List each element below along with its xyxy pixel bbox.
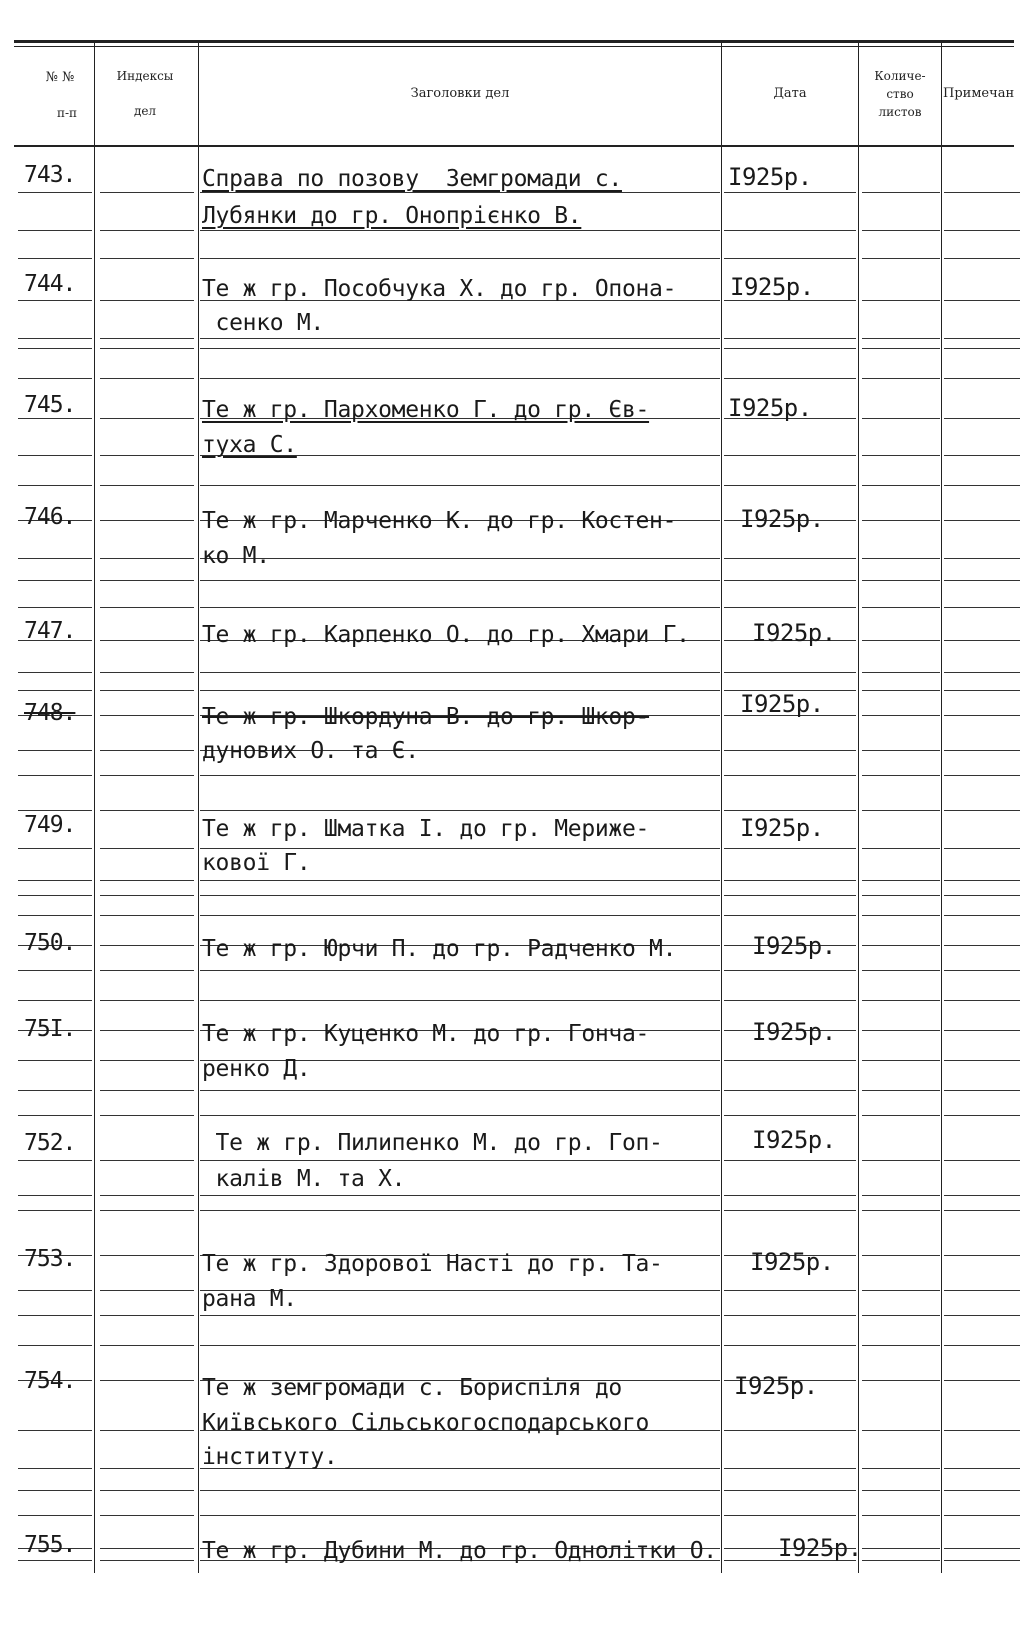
ledger-line (100, 640, 194, 641)
ledger-line (100, 558, 194, 559)
ledger-line (18, 607, 92, 608)
ledger-line (100, 690, 194, 691)
ledger-line (100, 1560, 194, 1561)
row-755-date: I925р. (778, 1534, 862, 1562)
ledger-line (100, 1255, 194, 1256)
row-749-number: 749. (24, 812, 76, 838)
ledger-line (944, 520, 1020, 521)
row-744-date: I925р. (730, 273, 814, 301)
ledger-line (862, 715, 940, 716)
ledger-line (100, 1345, 194, 1346)
header-bottom-rule (14, 145, 1014, 147)
ledger-line (862, 338, 940, 339)
ledger-line (200, 1000, 720, 1001)
row-743-title-line2: Лубянки до гр. Онопрієнко В. (202, 203, 582, 229)
ledger-line (944, 1090, 1020, 1091)
ledger-line (200, 378, 720, 379)
top-rule-thin (14, 46, 1014, 47)
ledger-line (18, 418, 92, 419)
ledger-line (724, 607, 856, 608)
ledger-line (862, 1160, 940, 1161)
header-index-line1: Индексы (116, 69, 174, 83)
ledger-line (18, 1060, 92, 1061)
header-notes: Примечан (943, 86, 1015, 101)
ledger-line (100, 715, 194, 716)
ledger-line (18, 915, 92, 916)
row-751-title-line2: ренко Д. (202, 1056, 311, 1082)
ledger-line (862, 1430, 940, 1431)
ledger-line (862, 1345, 940, 1346)
row-745-date: I925р. (728, 394, 812, 422)
row-747-number: 747. (24, 618, 76, 644)
ledger-line (200, 1115, 720, 1116)
row-743-date: I925р. (728, 163, 812, 191)
ledger-line (18, 1468, 92, 1469)
header-title: Заголовки дел (410, 86, 510, 101)
ledger-line (944, 1255, 1020, 1256)
row-748-number: 748. (24, 700, 76, 726)
ledger-line (944, 1060, 1020, 1061)
col-divider-date (721, 43, 722, 1573)
ledger-line (18, 580, 92, 581)
ledger-line (862, 750, 940, 751)
ledger-line (100, 1430, 194, 1431)
ledger-line (18, 348, 92, 349)
ledger-line (100, 1468, 194, 1469)
ledger-line (18, 338, 92, 339)
ledger-line (724, 775, 856, 776)
ledger-line (862, 1490, 940, 1491)
ledger-line (724, 750, 856, 751)
row-754-number: 754. (24, 1368, 76, 1394)
ledger-line (100, 192, 194, 193)
ledger-line (724, 1195, 856, 1196)
row-746-title-line1: Те ж гр. Марченко К. до гр. Костен- (202, 508, 677, 534)
row-755-title-line1: Те ж гр. Дубини М. до гр. Однолітки О. (202, 1538, 717, 1564)
row-749-date: I925р. (740, 814, 824, 842)
row-744-title-line2: сенко М. (202, 310, 324, 336)
row-752-title-line1: Те ж гр. Пилипенко М. до гр. Гоп- (202, 1130, 663, 1156)
ledger-line (18, 1210, 92, 1211)
ledger-line (724, 1210, 856, 1211)
ledger-line (944, 1210, 1020, 1211)
ledger-line (944, 1515, 1020, 1516)
col-divider-notes (941, 43, 942, 1573)
ledger-line (862, 848, 940, 849)
ledger-line (100, 580, 194, 581)
ledger-line (862, 690, 940, 691)
ledger-line (944, 230, 1020, 231)
ledger-line (100, 1315, 194, 1316)
header-date: Дата (773, 86, 807, 101)
ledger-line (100, 1060, 194, 1061)
ledger-line (18, 970, 92, 971)
row-753-date: I925р. (750, 1248, 834, 1276)
header-count-line2: ство (886, 87, 914, 101)
ledger-line (100, 1210, 194, 1211)
row-751-date: I925р. (752, 1018, 836, 1046)
ledger-line (862, 1195, 940, 1196)
ledger-line (18, 258, 92, 259)
ledger-line (100, 1548, 194, 1549)
ledger-line (200, 775, 720, 776)
ledger-line (200, 1160, 720, 1161)
ledger-line (862, 1000, 940, 1001)
ledger-line (100, 455, 194, 456)
ledger-line (18, 1090, 92, 1091)
ledger-line (944, 258, 1020, 259)
ledger-line (944, 895, 1020, 896)
ledger-line (18, 1195, 92, 1196)
ledger-line (724, 1315, 856, 1316)
row-752-title-line2: калів М. та Х. (202, 1166, 406, 1192)
ledger-line (862, 895, 940, 896)
ledger-line (100, 1515, 194, 1516)
ledger-line (100, 775, 194, 776)
row-747-date: I925р. (752, 619, 836, 647)
ledger-line (944, 1195, 1020, 1196)
ledger-line (18, 848, 92, 849)
row-749-title-line2: кової Г. (202, 850, 311, 876)
ledger-line (944, 690, 1020, 691)
row-748-title-line1: Те ж гр. Шкордуна В. до гр. Шкор- (202, 704, 650, 730)
ledger-line (18, 192, 92, 193)
ledger-line (100, 1160, 194, 1161)
ledger-line (724, 1160, 856, 1161)
ledger-line (724, 558, 856, 559)
row-743-number: 743. (24, 162, 76, 188)
ledger-line (100, 300, 194, 301)
ledger-line (862, 378, 940, 379)
ledger-line (18, 1290, 92, 1291)
row-750-number: 750. (24, 930, 76, 956)
ledger-line (944, 970, 1020, 971)
ledger-line (724, 258, 856, 259)
ledger-line (944, 192, 1020, 193)
ledger-line (944, 1345, 1020, 1346)
ledger-line (724, 848, 856, 849)
ledger-line (18, 895, 92, 896)
ledger-line (944, 945, 1020, 946)
ledger-line (100, 230, 194, 231)
ledger-line (200, 1210, 720, 1211)
ledger-line (862, 1090, 940, 1091)
ledger-line (100, 1090, 194, 1091)
ledger-line (724, 915, 856, 916)
ledger-line (100, 1030, 194, 1031)
ledger-line (100, 378, 194, 379)
ledger-line (724, 1000, 856, 1001)
ledger-line (862, 1515, 940, 1516)
col-divider-title (198, 43, 199, 1573)
ledger-line (200, 1490, 720, 1491)
row-753-title-line1: Те ж гр. Здорової Насті до гр. Та- (202, 1251, 663, 1277)
ledger-line (724, 970, 856, 971)
ledger-line (862, 485, 940, 486)
row-745-title-line1: Те ж гр. Пархоменко Г. до гр. Єв- (202, 397, 650, 423)
row-753-number: 753. (24, 1246, 76, 1272)
ledger-line (724, 1430, 856, 1431)
ledger-line (724, 348, 856, 349)
ledger-line (724, 455, 856, 456)
ledger-line (944, 418, 1020, 419)
ledger-line (100, 750, 194, 751)
ledger-line (18, 880, 92, 881)
ledger-line (862, 1290, 940, 1291)
row-749-title-line1: Те ж гр. Шматка І. до гр. Мериже- (202, 816, 650, 842)
row-748-title-line2: дунових О. та Є. (202, 738, 419, 764)
ledger-line (18, 1515, 92, 1516)
ledger-line (100, 418, 194, 419)
ledger-line (100, 1290, 194, 1291)
ledger-line (724, 880, 856, 881)
ledger-line (862, 300, 940, 301)
ledger-line (944, 300, 1020, 301)
ledger-line (944, 607, 1020, 608)
row-753-title-line2: рана М. (202, 1286, 297, 1312)
ledger-line (100, 810, 194, 811)
row-755-number: 755. (24, 1532, 76, 1558)
ledger-line (724, 1515, 856, 1516)
row-752-number: 752. (24, 1130, 76, 1156)
ledger-line (18, 672, 92, 673)
ledger-line (862, 418, 940, 419)
ledger-line (862, 810, 940, 811)
ledger-line (200, 485, 720, 486)
row-754-date: I925р. (734, 1372, 818, 1400)
ledger-line (100, 895, 194, 896)
ledger-line (944, 1380, 1020, 1381)
ledger-line (862, 348, 940, 349)
ledger-line (862, 580, 940, 581)
ledger-line (944, 915, 1020, 916)
ledger-line (862, 230, 940, 231)
ledger-line (862, 1315, 940, 1316)
ledger-line (200, 880, 720, 881)
ledger-line (944, 880, 1020, 881)
header-number-line2: п-п (56, 106, 78, 120)
ledger-line (944, 672, 1020, 673)
header-count-line1: Количе- (874, 69, 926, 83)
ledger-line (18, 1315, 92, 1316)
row-746-number: 746. (24, 504, 76, 530)
ledger-line (944, 715, 1020, 716)
header-count-line3: листов (878, 105, 922, 119)
ledger-line (944, 485, 1020, 486)
ledger-line (944, 775, 1020, 776)
ledger-line (724, 1490, 856, 1491)
ledger-line (944, 750, 1020, 751)
ledger-line (724, 378, 856, 379)
ledger-line (100, 520, 194, 521)
ledger-line (724, 1290, 856, 1291)
ledger-line (200, 258, 720, 259)
ledger-line (862, 880, 940, 881)
row-744-number: 744. (24, 271, 76, 297)
ledger-line (18, 300, 92, 301)
ledger-line (862, 1210, 940, 1211)
ledger-line (18, 558, 92, 559)
ledger-line (18, 1115, 92, 1116)
ledger-line (944, 1000, 1020, 1001)
ledger-line (724, 810, 856, 811)
row-745-number: 745. (24, 392, 76, 418)
ledger-line (944, 810, 1020, 811)
ledger-line (18, 690, 92, 691)
ledger-line (18, 750, 92, 751)
ledger-line (862, 1380, 940, 1381)
col-divider-index (94, 43, 95, 1573)
ledger-line (724, 895, 856, 896)
ledger-line (724, 580, 856, 581)
ledger-line (200, 690, 720, 691)
ledger-line (944, 378, 1020, 379)
row-751-number: 75I. (24, 1016, 76, 1042)
ledger-line (18, 1000, 92, 1001)
row-746-title-line2: ко М. (202, 543, 270, 569)
ledger-line (862, 258, 940, 259)
ledger-line (862, 775, 940, 776)
ledger-line (100, 338, 194, 339)
row-746-date: I925р. (740, 505, 824, 533)
ledger-line (724, 1115, 856, 1116)
ledger-line (100, 258, 194, 259)
ledger-line (944, 1315, 1020, 1316)
ledger-line (100, 1490, 194, 1491)
row-752-date: I925р. (752, 1126, 836, 1154)
ledger-line (18, 230, 92, 231)
row-745-title-line2: туха С. (202, 432, 297, 458)
ledger-line (944, 1468, 1020, 1469)
ledger-line (862, 915, 940, 916)
ledger-line (944, 455, 1020, 456)
ledger-line (862, 672, 940, 673)
ledger-line (862, 1468, 940, 1469)
ledger-line (724, 1345, 856, 1346)
ledger-line (18, 485, 92, 486)
ledger-line (200, 1090, 720, 1091)
ledger-line (944, 1115, 1020, 1116)
ledger-line (200, 895, 720, 896)
ledger-line (200, 580, 720, 581)
ledger-line (724, 1060, 856, 1061)
ledger-line (862, 607, 940, 608)
ledger-line (862, 1115, 940, 1116)
ledger-line (724, 192, 856, 193)
ledger-line (862, 192, 940, 193)
ledger-line (100, 880, 194, 881)
ledger-line (862, 455, 940, 456)
ledger-line (862, 970, 940, 971)
ledger-line (200, 672, 720, 673)
ledger-line (100, 348, 194, 349)
ledger-line (200, 1515, 720, 1516)
ledger-line (944, 1548, 1020, 1549)
ledger-line (944, 640, 1020, 641)
row-743-title-line1: Справа по позову Земгромади с. (202, 166, 622, 192)
ledger-line (862, 520, 940, 521)
ledger-line (100, 945, 194, 946)
ledger-line (100, 848, 194, 849)
ledger-line (18, 455, 92, 456)
top-rule (14, 40, 1014, 43)
ledger-line (944, 1030, 1020, 1031)
row-747-title-line1: Те ж гр. Карпенко О. до гр. Хмари Г. (202, 622, 690, 648)
ledger-line (944, 1160, 1020, 1161)
ledger-line (100, 672, 194, 673)
header-number-line1: № № (45, 70, 75, 85)
ledger-line (944, 1490, 1020, 1491)
ledger-line (18, 1560, 92, 1561)
ledger-line (100, 1115, 194, 1116)
ledger-line (724, 485, 856, 486)
row-751-title-line1: Те ж гр. Куценко М. до гр. Гонча- (202, 1021, 650, 1047)
ledger-line (100, 1195, 194, 1196)
ledger-line (944, 348, 1020, 349)
ledger-line (100, 1000, 194, 1001)
ledger-line (18, 378, 92, 379)
ledger-line (200, 810, 720, 811)
ledger-line (18, 1430, 92, 1431)
ledger-line (100, 970, 194, 971)
ledger-line (862, 1060, 940, 1061)
ledger-line (862, 558, 940, 559)
ledger-line (18, 810, 92, 811)
ledger-line (944, 558, 1020, 559)
row-744-title-line1: Те ж гр. Пособчука Х. до гр. Опона- (202, 276, 677, 302)
ledger-line (944, 1430, 1020, 1431)
ledger-line (100, 607, 194, 608)
ledger-line (200, 1345, 720, 1346)
ledger-line (944, 1290, 1020, 1291)
row-754-title-line2: Київського Сільськогосподарського (202, 1410, 650, 1436)
row-750-title-line1: Те ж гр. Юрчи П. до гр. Радченко М. (202, 936, 677, 962)
ledger-line (200, 348, 720, 349)
ledger-line (944, 1560, 1020, 1561)
ledger-line (100, 1380, 194, 1381)
header-index-line2: дел (133, 104, 157, 118)
ledger-line (944, 338, 1020, 339)
row-748-date: I925р. (740, 690, 824, 718)
ledger-line (100, 915, 194, 916)
ledger-line (18, 1160, 92, 1161)
ledger-line (724, 338, 856, 339)
ledger-line (724, 672, 856, 673)
ledger-line (200, 607, 720, 608)
ledger-line (200, 970, 720, 971)
ledger-line (724, 230, 856, 231)
ledger-line (18, 1490, 92, 1491)
ledger-line (18, 1345, 92, 1346)
ledger-line (18, 775, 92, 776)
row-754-title-line1: Те ж земгромади с. Бориспіля до (202, 1375, 622, 1401)
ledger-line (100, 485, 194, 486)
ledger-line (724, 1090, 856, 1091)
ledger-line (724, 1468, 856, 1469)
row-754-title-line3: інституту. (202, 1444, 338, 1470)
ledger-line (944, 580, 1020, 581)
ledger-line (200, 915, 720, 916)
row-750-date: I925р. (752, 932, 836, 960)
ledger-line (944, 848, 1020, 849)
